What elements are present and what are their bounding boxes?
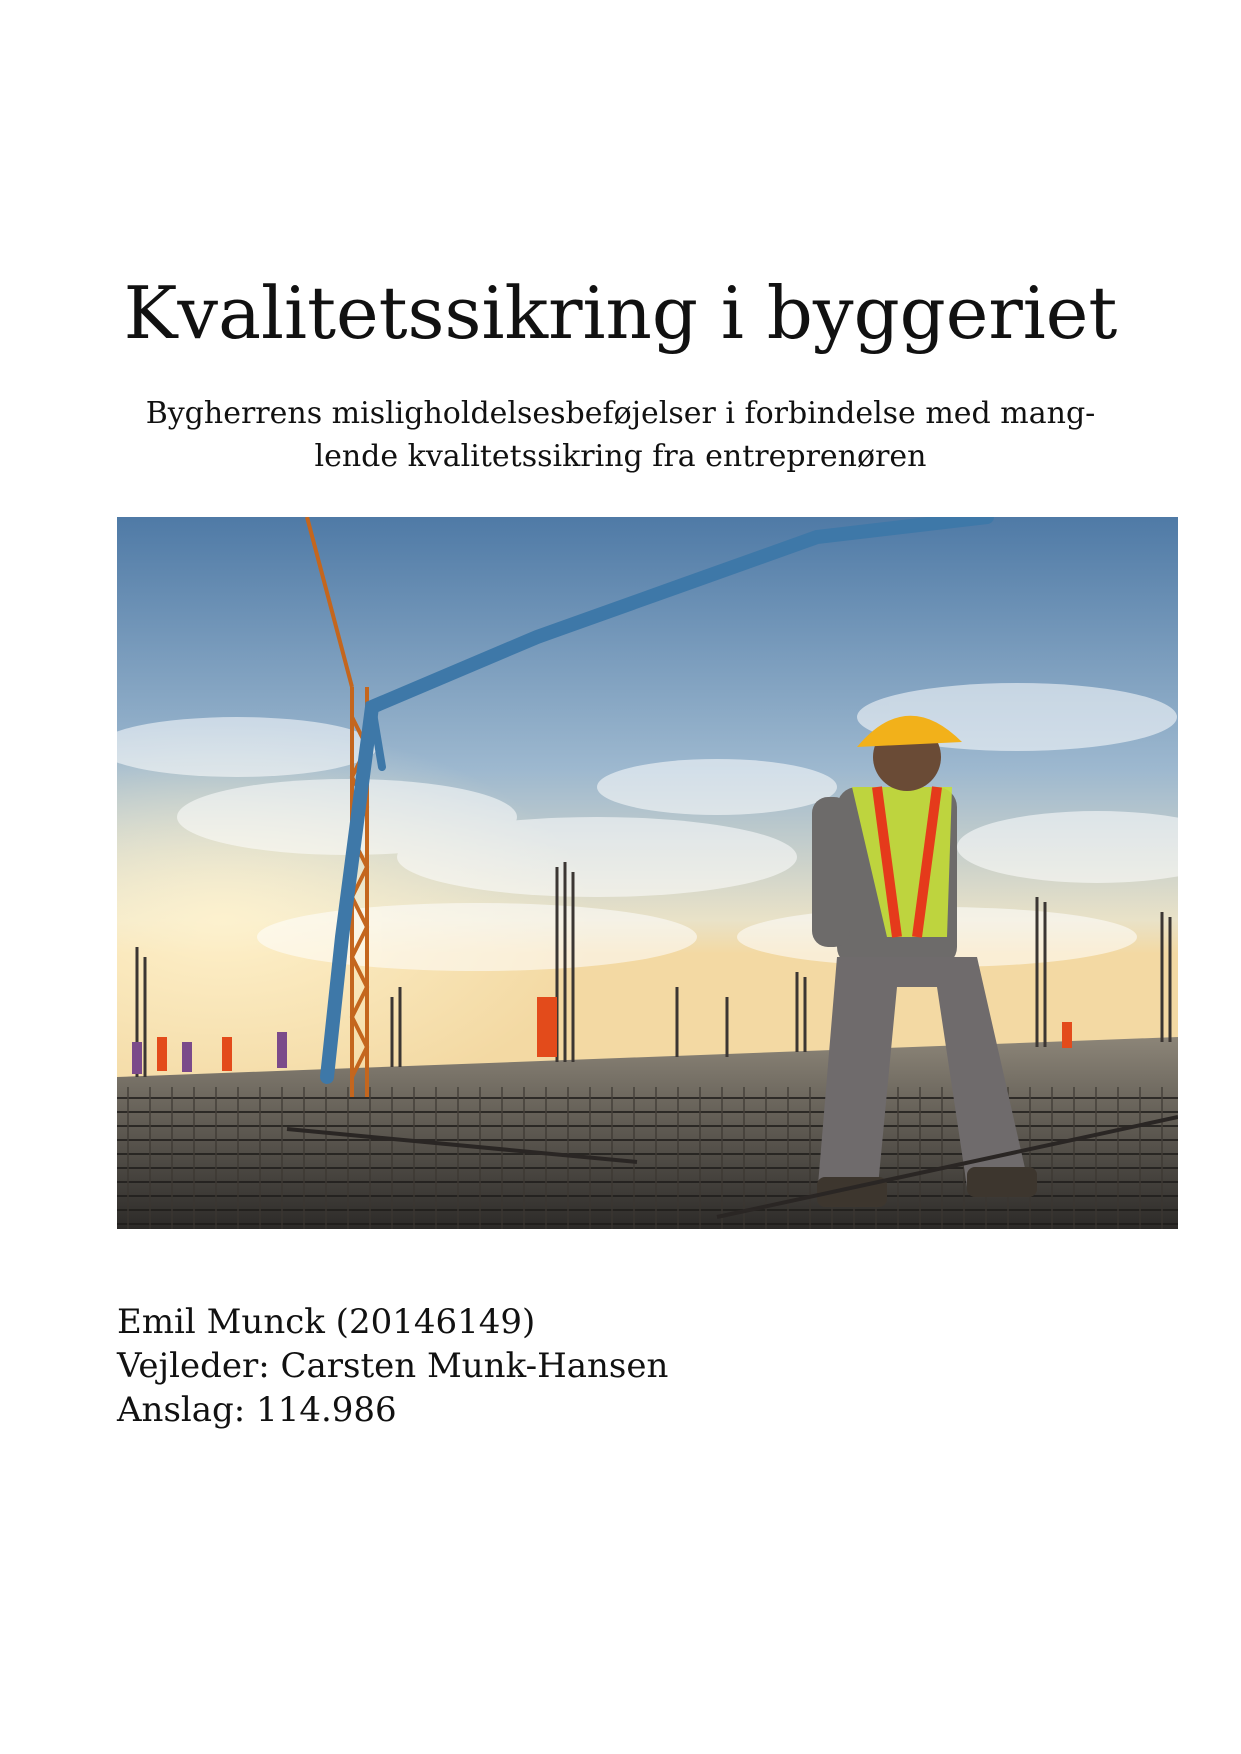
supervisor-name: Vejleder: Carsten Munk-Hansen xyxy=(117,1346,669,1386)
author-name: Emil Munck (20146149) xyxy=(117,1302,536,1342)
cover-photo xyxy=(117,517,1178,1229)
character-count: Anslag: 114.986 xyxy=(117,1390,397,1430)
subtitle-line-1: Bygherrens misligholdelsesbeføjelser i forbindelse med mang- xyxy=(145,396,1096,431)
author-info xyxy=(117,1300,668,1432)
document-subtitle xyxy=(110,392,1131,478)
subtitle-line-2: lende kvalitetssikring fra entreprenøren xyxy=(314,439,927,474)
document-title: Kvalitetssikring i byggeriet xyxy=(123,271,1118,355)
